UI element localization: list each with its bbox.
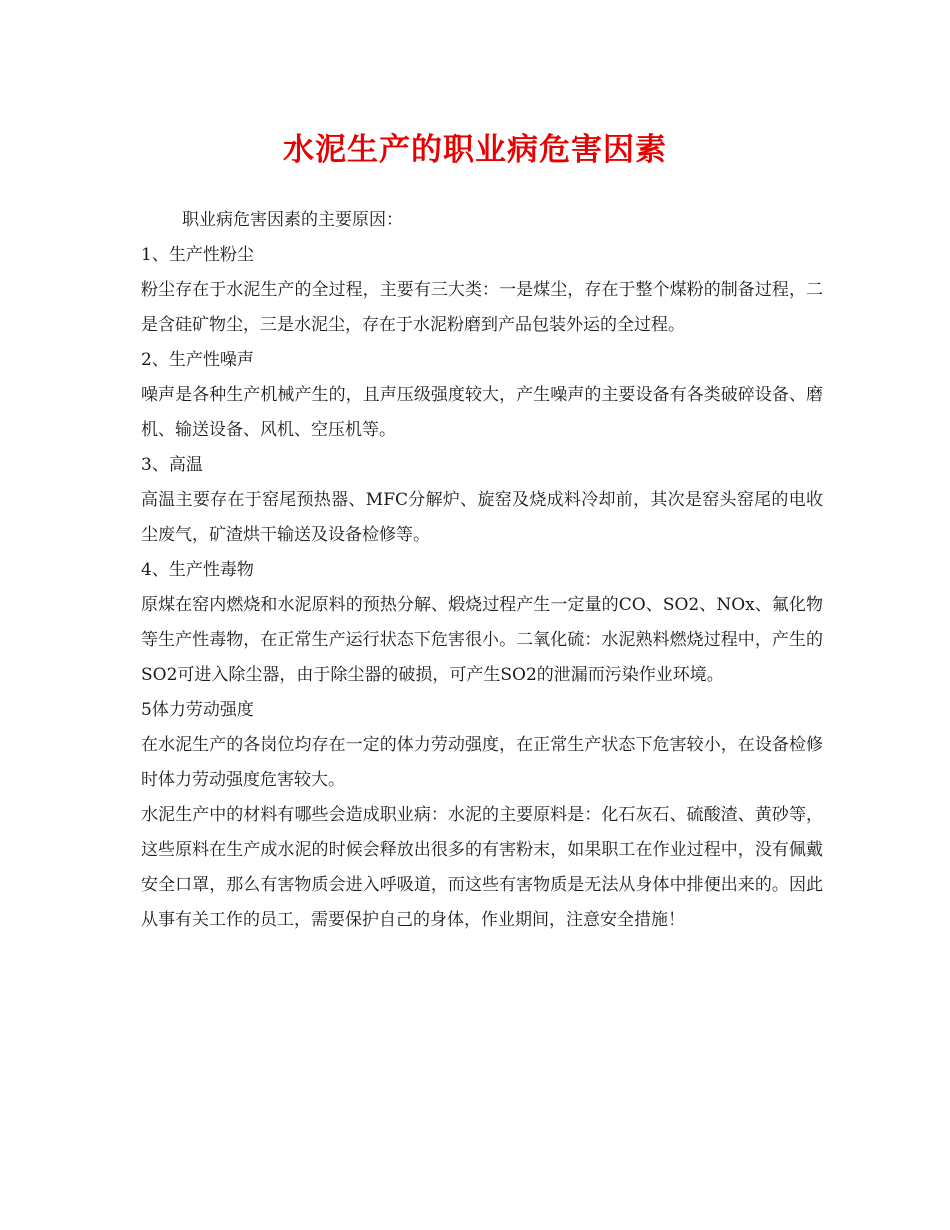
document-body [141,203,823,938]
section-text-labor: 在水泥生产的各岗位均存在一定的体力劳动强度，在正常生产状态下危害较小，在设备检修时体力劳动强度危害较大。 [141,735,823,790]
section-heading-noise: 2、生产性噪声 [141,350,254,370]
intro-paragraph: 职业病危害因素的主要原因： [182,210,403,230]
closing-paragraph: 水泥生产中的材料有哪些会造成职业病：水泥的主要原料是：化石灰石、硫酸渣、黄砂等，这些原料在生产成水泥的时候会释放出很多的有害粉末，如果职工在作业过程中，没有佩戴安全口罩，那么有害物质会进入呼吸道，而这些有害物质是无法从身体中排便出来的。因此从事有关工作的员工，需要保护自己的身体，作业期间，注意安全措施！ [141,805,823,930]
section-text-noise: 噪声是各种生产机械产生的，且声压级强度较大，产生噪声的主要设备有各类破碎设备、磨机、输送设备、风机、空压机等。 [141,385,823,440]
section-heading-toxins: 4、生产性毒物 [141,560,254,580]
section-heading-heat: 3、高温 [141,455,203,475]
section-text-heat: 高温主要存在于窑尾预热器、MFC分解炉、旋窑及烧成料冷却前，其次是窑头窑尾的电收尘废气，矿渣烘干输送及设备检修等。 [141,490,823,545]
section-heading-dust: 1、生产性粉尘 [141,245,254,265]
document-title: 水泥生产的职业病危害因素 [283,132,667,168]
section-text-dust: 粉尘存在于水泥生产的全过程，主要有三大类：一是煤尘，存在于整个煤粉的制备过程，二是含硅矿物尘，三是水泥尘，存在于水泥粉磨到产品包装外运的全过程。 [141,280,823,335]
section-text-toxins: 原煤在窑内燃烧和水泥原料的预热分解、煅烧过程产生一定量的CO、SO2、NOx、氟化物等生产性毒物，在正常生产运行状态下危害很小。二氧化硫：水泥熟料燃烧过程中，产生的SO2可进入除尘器，由于除尘器的破损，可产生SO2的泄漏而污染作业环境。 [141,595,823,685]
section-heading-labor: 5体力劳动强度 [141,700,254,720]
